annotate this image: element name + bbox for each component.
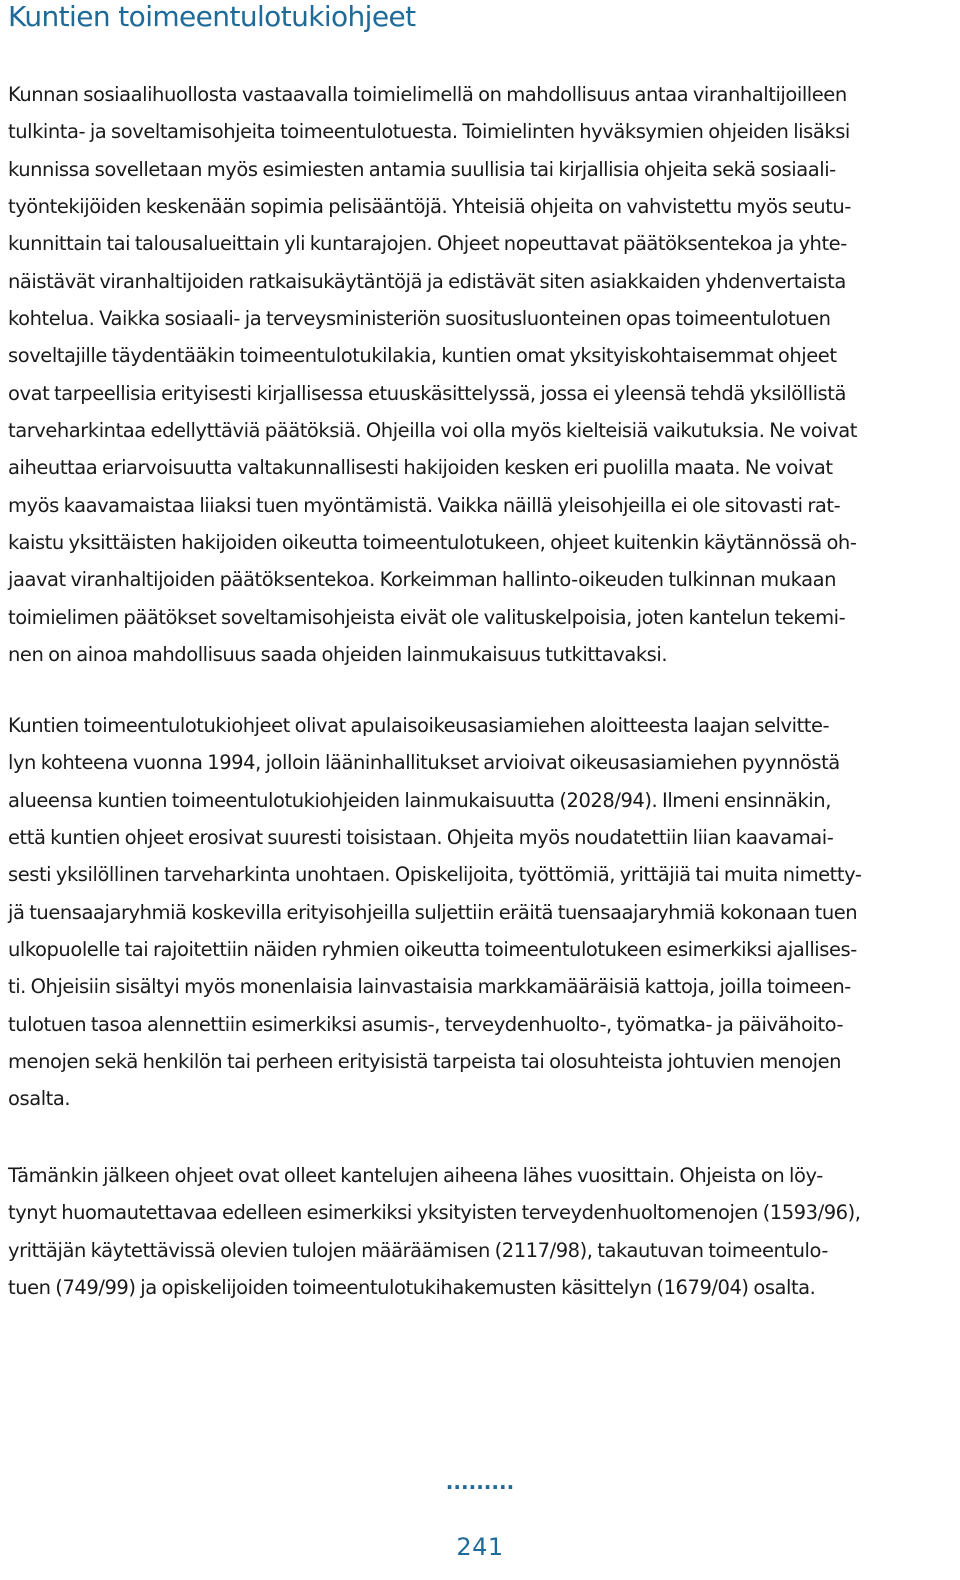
text-line: Kunnan sosiaalihuollosta vastaavalla toimielimellä on mahdollisuus antaa viranhaltijoilleen (8, 83, 847, 106)
text-line: Tämänkin jälkeen ohjeet ovat olleet kantelujen aiheena lähes vuosittain. Ohjeista on löy- (8, 1164, 823, 1187)
text-line: menojen sekä henkilön tai perheen erityisistä tarpeista tai olosuhteista johtuvien menojen (8, 1050, 842, 1074)
paragraph-3 (8, 1157, 861, 1306)
text-line: Kuntien toimeentulotukiohjeet olivat apulaisoikeusasiamiehen aloitteesta laajan selvitte- (8, 714, 830, 737)
text-line: myös kaavamaistaa liiaksi tuen myöntämistä. Vaikka näillä yleisohjeilla ei ole sitovasti rat- (8, 493, 841, 517)
text-line: työntekijöiden keskenään sopimia pelisääntöjä. Yhteisiä ohjeita on vahvistettu myös seutu- (8, 195, 851, 219)
footer-dots: ......... (445, 1470, 515, 1494)
text-line: toimielimen päätökset soveltamisohjeista eivät ole valituskelpoisia, joten kantelun tekemi- (8, 605, 846, 629)
text-line: tynyt huomautettavaa edelleen esimerkiksi yksityisten terveydenhuoltomenojen (1593/96), (8, 1201, 861, 1225)
paragraph-1 (8, 76, 857, 674)
text-line: kohtelua. Vaikka sosiaali- ja terveysministeriön suositusluonteinen opas toimeentulotuen (8, 307, 831, 331)
text-line: kunnissa sovelletaan myös esimiesten antamia suullisia tai kirjallisia ohjeita sekä sosiaali- (8, 157, 836, 181)
text-line: kaistu yksittäisten hakijoiden oikeutta toimeentulotukeen, ohjeet kuitenkin käytännössä oh- (8, 531, 857, 555)
text-line: lyn kohteena vuonna 1994, jolloin lääninhallitukset arvioivat oikeusasiamiehen pyynnöstä (8, 751, 840, 775)
text-line: tarveharkintaa edellyttäviä päätöksiä. Ohjeilla voi olla myös kielteisiä vaikutuksia. Ne voivat (8, 419, 857, 443)
text-line: osalta. (8, 1087, 71, 1111)
text-line: jaavat viranhaltijoiden päätöksentekoa. Korkeimman hallinto-oikeuden tulkinnan mukaan (8, 568, 837, 592)
text-line: aiheuttaa eriarvoisuutta valtakunnallisesti hakijoiden kesken eri puolilla maata. Ne voivat (8, 456, 833, 480)
page-number: 241 (456, 1533, 504, 1561)
text-line: tuen (749/99) ja opiskelijoiden toimeentulotukihakemusten käsittelyn (1679/04) osalta. (8, 1276, 816, 1300)
text-line: näistävät viranhaltijoiden ratkaisukäytäntöjä ja edistävät siten asiakkaiden yhdenvertaista (8, 269, 846, 293)
paragraph-2 (8, 707, 861, 1118)
text-line: soveltajille täydentääkin toimeentulotukilakia, kuntien omat yksityiskohtaisemmat ohjeet (8, 344, 837, 368)
text-line: ovat tarpeellisia erityisesti kirjallisessa etuuskäsittelyssä, jossa ei yleensä tehdä yksilöllistä (8, 381, 846, 405)
text-line: yrittäjän käytettävissä olevien tulojen määräämisen (2117/98), takautuvan toimeentulo- (8, 1238, 828, 1262)
text-line: että kuntien ohjeet erosivat suuresti toisistaan. Ohjeita myös noudatettiin liian kaavamai- (8, 826, 834, 850)
text-line: ulkopuolelle tai rajoitettiin näiden ryhmien oikeutta toimeentulotukeen esimerkiksi ajallises- (8, 938, 857, 962)
text-line: nen on ainoa mahdollisuus saada ohjeiden lainmukaisuus tutkittavaksi. (8, 643, 668, 667)
text-line: ti. Ohjeisiin sisältyi myös monenlaisia lainvastaisia markkamääräisiä kattoja, joilla toimeen- (8, 975, 851, 999)
text-line: alueensa kuntien toimeentulotukiohjeiden lainmukaisuutta (2028/94). Ilmeni ensinnäkin, (8, 788, 831, 812)
text-line: tulkinta- ja soveltamisohjeita toimeentulotuesta. Toimielinten hyväksymien ohjeiden lisäksi (8, 120, 850, 144)
text-line: jä tuensaajaryhmiä koskevilla erityisohjeilla suljettiin eräitä tuensaajaryhmiä kokonaan tuen (8, 900, 858, 924)
page-title: Kuntien toimeentulotukiohjeet (8, 0, 416, 33)
text-line: sesti yksilöllinen tarveharkinta unohtaen. Opiskelijoita, työttömiä, yrittäjiä tai muita nimetty- (8, 863, 862, 887)
text-line: kunnittain tai talousalueittain yli kuntarajojen. Ohjeet nopeuttavat päätöksentekoa ja yhte- (8, 232, 847, 256)
text-line: tulotuen tasoa alennettiin esimerkiksi asumis-, terveydenhuolto-, työmatka- ja päivähoito- (8, 1012, 844, 1036)
